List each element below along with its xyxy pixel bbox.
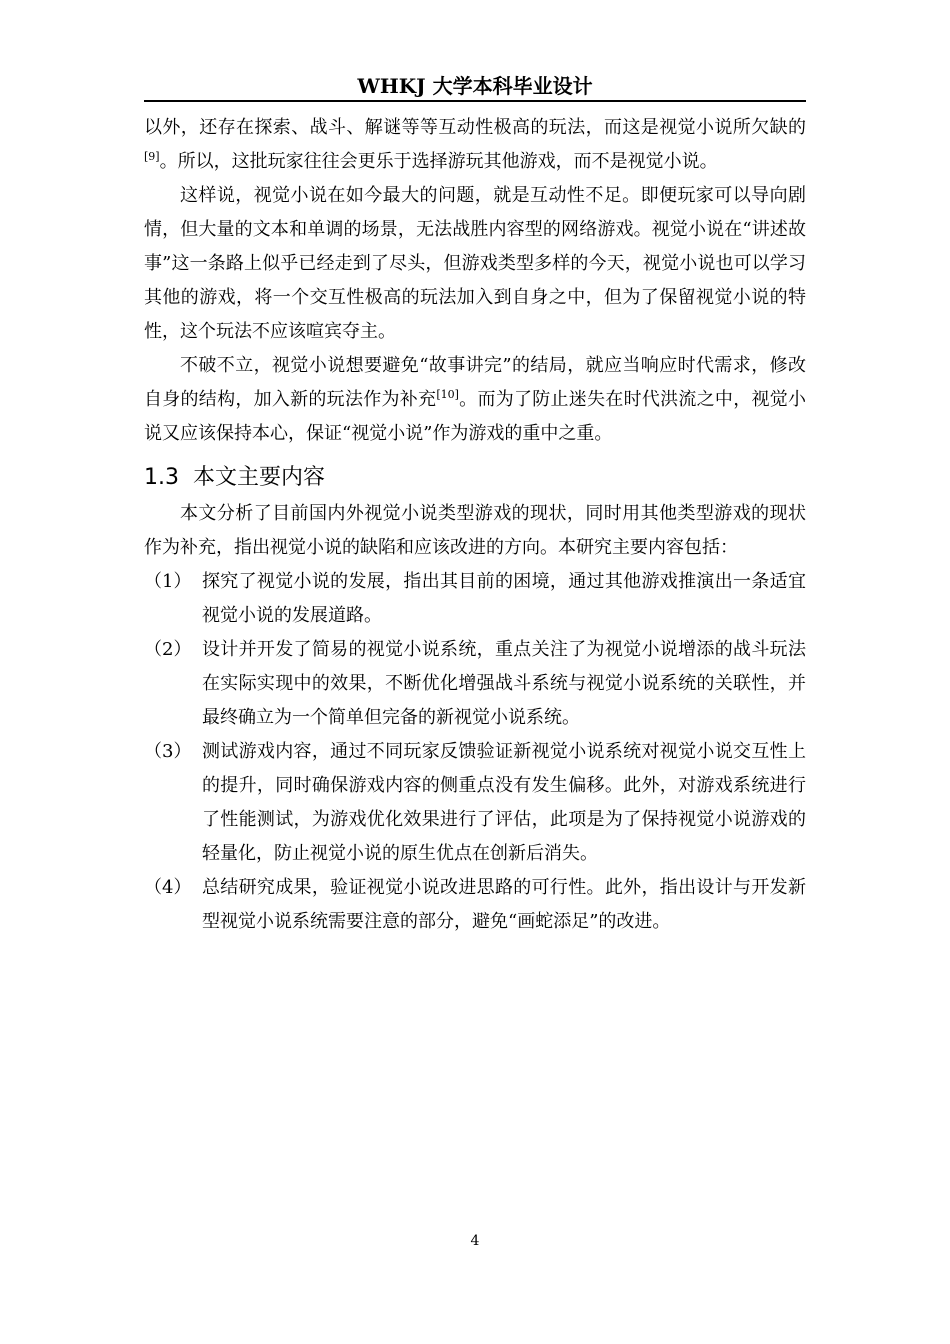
body-text — [144, 111, 806, 939]
list-item-text: 探究了视觉小说的发展，指出其目前的困境，通过其他游戏推演出一条适宜视觉小说的发展道路。 — [202, 571, 806, 626]
section-heading — [144, 459, 806, 497]
list-item — [144, 565, 806, 633]
paragraph-1-text-a: 以外，还存在探索、战斗、解谜等等互动性极高的玩法，而这是视觉小说所欠缺的 — [144, 117, 806, 138]
running-header: WHKJ 大学本科毕业设计 — [357, 74, 593, 98]
list-item — [144, 633, 806, 735]
paragraph-2: 这样说，视觉小说在如今最大的问题，就是互动性不足。即便玩家可以导向剧情，但大量的文本和单调的场景，无法战胜内容型的网络游戏。视觉小说在“讲述故事”这一条路上似乎已经走到了尽头，但游戏类型多样的今天，视觉小说也可以学习其他的游戏，将一个交互性极高的玩法加入到自身之中，但为了保留视觉小说的特性，这个玩法不应该喧宾夺主。 — [144, 185, 806, 342]
paragraph-3-text-b: 。而为了防止迷失在时代洪流之中，视觉小说又应该保持本心，保证“视觉小说”作为游戏的重中之重。 — [144, 389, 807, 444]
paragraph-3 — [144, 349, 806, 451]
section-title: 本文主要内容 — [193, 465, 326, 490]
list-item-text: 总结研究成果，验证视觉小说改进思路的可行性。此外，指出设计与开发新型视觉小说系统需要注意的部分，避免“画蛇添足”的改进。 — [202, 877, 806, 932]
list-marker: （4） — [144, 877, 192, 898]
paragraph-1-text-b: 。所以，这批玩家往往会更乐于选择游玩其他游戏，而不是视觉小说。 — [159, 151, 718, 172]
page-number: 4 — [470, 1233, 480, 1249]
section-number: 1.3 — [144, 465, 179, 490]
paragraph-1 — [144, 111, 806, 179]
citation-10: [10] — [436, 388, 459, 401]
list-item — [144, 871, 806, 939]
list-item — [144, 735, 806, 871]
list-marker: （3） — [144, 741, 192, 762]
header-rule — [144, 100, 806, 102]
citation-9: [9] — [144, 150, 160, 163]
list-marker: （2） — [144, 639, 192, 660]
list-item-text: 测试游戏内容，通过不同玩家反馈验证新视觉小说系统对视觉小说交互性上的提升，同时确保游戏内容的侧重点没有发生偏移。此外，对游戏系统进行了性能测试，为游戏优化效果进行了评估，此项是为了保持视觉小说游戏的轻量化，防止视觉小说的原生优点在创新后消失。 — [202, 741, 806, 864]
list-marker: （1） — [144, 571, 192, 592]
list-item-text: 设计并开发了简易的视觉小说系统，重点关注了为视觉小说增添的战斗玩法在实际实现中的效果，不断优化增强战斗系统与视觉小说系统的关联性，并最终确立为一个简单但完备的新视觉小说系统。 — [202, 639, 806, 728]
section-intro: 本文分析了目前国内外视觉小说类型游戏的现状，同时用其他类型游戏的现状作为补充，指出视觉小说的缺陷和应该改进的方向。本研究主要内容包括： — [144, 503, 806, 558]
paragraph-3-text-a: 不破不立，视觉小说想要避免“故事讲完”的结局，就应当响应时代需求，修改自身的结构，加入新的玩法作为补充 — [144, 355, 806, 410]
content-list — [144, 565, 806, 939]
